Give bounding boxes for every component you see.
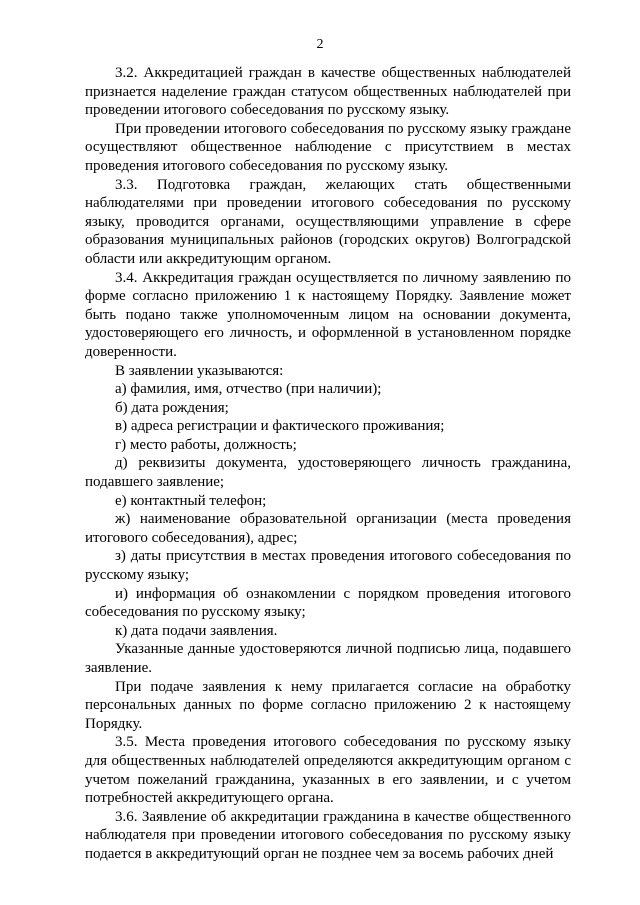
paragraph-3-6: 3.6. Заявление об аккредитации гражданина в качестве общественного наблюдателя при проведении итогового собеседования по русскому языку подается в аккредитующий орган не позднее чем за восемь рабочих дней bbox=[85, 808, 571, 862]
list-item-d: д) реквизиты документа, удостоверяющего личность гражданина, подавшего заявление; bbox=[85, 455, 571, 491]
list-item-i: и) информация об ознакомлении с порядком проведения итогового собеседования по русскому языку; bbox=[85, 585, 571, 621]
paragraph-3-5: 3.5. Места проведения итогового собеседования по русскому языку для общественных наблюдателей определяются аккредитующим органом с учетом пожеланий гражданина, указанных в его заявлении, и с учетом потребностей аккредитующего органа. bbox=[85, 734, 571, 807]
list-item-b: б) дата рождения; bbox=[115, 399, 229, 416]
list-item-k: к) дата подачи заявления. bbox=[115, 622, 278, 639]
list-intro: В заявлении указываются: bbox=[115, 362, 284, 379]
list-item-v: в) адреса регистрации и фактического проживания; bbox=[115, 418, 445, 435]
list-item-g: г) место работы, должность; bbox=[115, 436, 297, 453]
paragraph-consent: При подаче заявления к нему прилагается согласие на обработку персональных данных по форме согласно приложению 2 к настоящему Порядку. bbox=[85, 678, 571, 732]
paragraph-3-2: 3.2. Аккредитацией граждан в качестве общественных наблюдателей признается наделение граждан статусом общественных наблюдателей при проведении итогового собеседования по русскому языку. bbox=[85, 65, 571, 119]
list-item-zh: ж) наименование образовательной организации (места проведения итогового собеседования), адрес; bbox=[85, 511, 571, 546]
list-item-e: е) контактный телефон; bbox=[115, 492, 267, 509]
list-item-z: з) даты присутствия в местах проведения итогового собеседования по русскому языку; bbox=[85, 548, 571, 584]
page-number: 2 bbox=[316, 37, 324, 52]
paragraph-3-3: 3.3. Подготовка граждан, желающих стать общественными наблюдателями при проведении итогового собеседования по русскому языку, проводится органами, осуществляющими управление в сфере образования муниципальных районов (городских округов) Волгоградской области или аккредитующим органом. bbox=[85, 176, 571, 267]
list-item-a: а) фамилия, имя, отчество (при наличии); bbox=[115, 381, 382, 398]
paragraph-observation: При проведении итогового собеседования по русскому языку граждане осуществляют общественное наблюдение с присутствием в местах проведения итогового собеседования по русскому языку. bbox=[85, 120, 571, 174]
paragraph-signature: Указанные данные удостоверяются личной подписью лица, подавшего заявление. bbox=[85, 641, 571, 676]
document-body bbox=[85, 64, 571, 864]
paragraph-3-4: 3.4. Аккредитация граждан осуществляется по личному заявлению по форме согласно приложению 1 к настоящему Порядку. Заявление может быть подано также уполномоченным лицом на основании документа, удостоверяющего его личность, и оформленной в установленном порядке доверенности. bbox=[85, 269, 571, 360]
